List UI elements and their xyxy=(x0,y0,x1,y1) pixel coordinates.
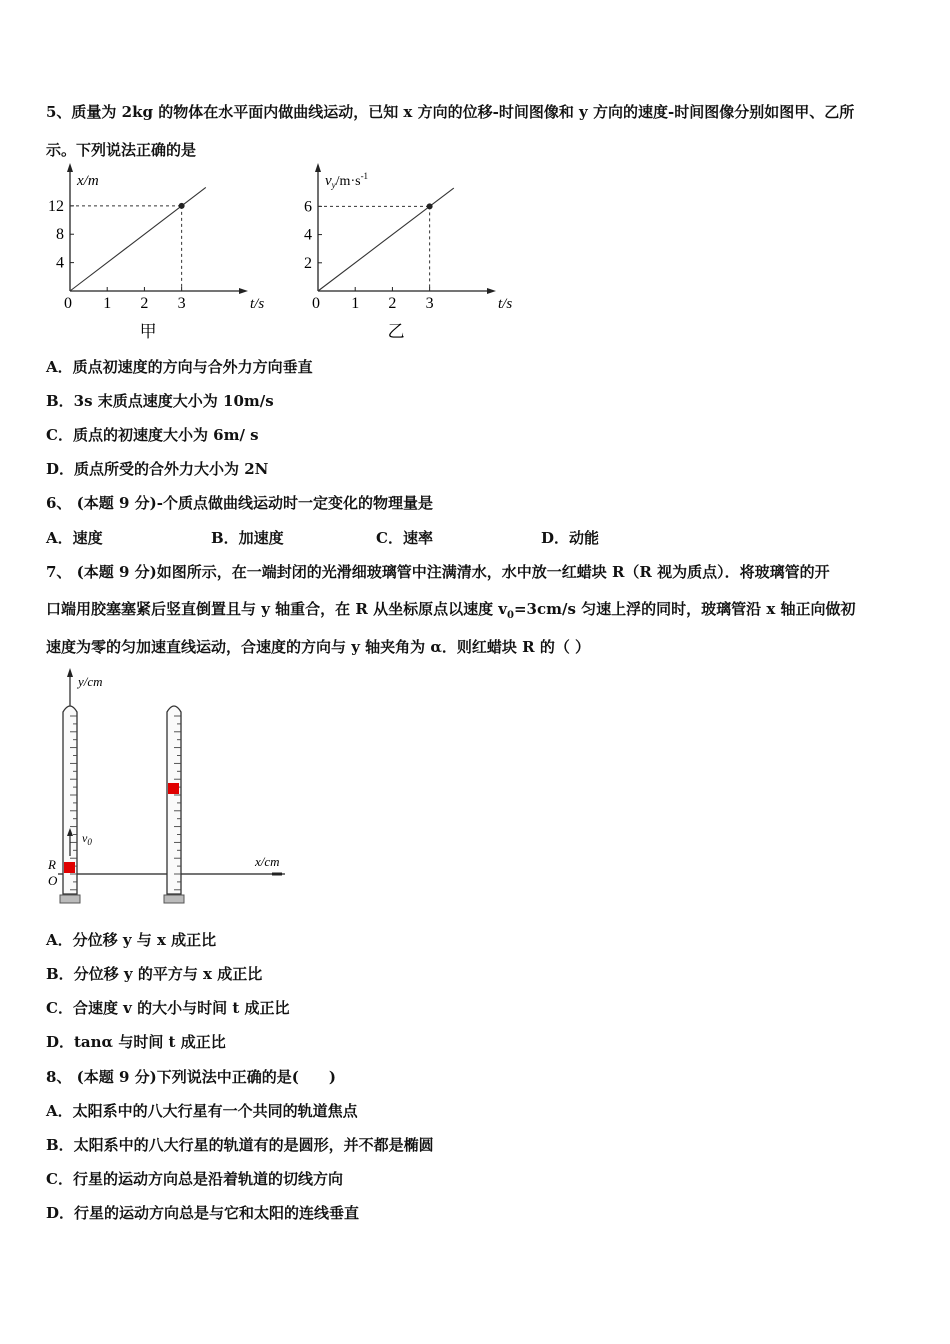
chart-caption: 甲 xyxy=(139,322,157,341)
q7-option-c: C．合速度 v 的大小与时间 t 成正比 xyxy=(46,999,290,1017)
red-block-r xyxy=(64,862,75,873)
x-tick-label: 3 xyxy=(177,295,186,312)
q8-option-d: D．行星的运动方向总是与它和太阳的连线垂直 xyxy=(46,1204,360,1222)
chart-caption: 乙 xyxy=(387,322,405,341)
q5-option-b: B．3s 末质点速度大小为 10m/s xyxy=(46,392,274,410)
q7-stem-line1: 7、 (本题 9 分)如图所示，在一端封闭的光滑细玻璃管中注满清水，水中放一红蜡块 R（R 视为质点）．将玻璃管的开 xyxy=(46,563,830,581)
r-label: R xyxy=(48,857,56,872)
q5-option-d: D．质点所受的合外力大小为 2N xyxy=(46,460,269,478)
q6-option-c: C．速率 xyxy=(376,529,433,547)
q6-option-a: A．速度 xyxy=(46,529,103,547)
y-tick-label: 6 xyxy=(304,198,312,216)
data-point xyxy=(427,203,433,209)
y-axis-arrow-icon xyxy=(315,163,321,172)
stopper xyxy=(60,895,80,903)
v0-label: $v_0$ xyxy=(82,831,92,847)
q7-option-a: A．分位移 y 与 x 成正比 xyxy=(46,931,217,949)
series-line xyxy=(318,188,454,291)
x-tick-label: 1 xyxy=(103,295,112,312)
x-axis-label: t/s xyxy=(498,296,513,312)
y-tick-label: 12 xyxy=(48,197,64,215)
x-tick-label: 3 xyxy=(425,295,434,312)
y-axis-arrow-icon xyxy=(67,668,73,677)
q5-stem-line2: 示。下列说法正确的是 xyxy=(46,141,197,159)
chart-jia xyxy=(40,170,265,345)
y-tick-label: 4 xyxy=(56,254,64,272)
y-axis-label: y/cm xyxy=(78,674,103,689)
y-tick-label: 2 xyxy=(304,254,312,272)
q8-stem: 8、 (本题 9 分)下列说法中正确的是( ) xyxy=(46,1068,336,1086)
x-axis-label: x/cm xyxy=(255,854,280,869)
chart-yi xyxy=(288,170,513,345)
q7-stem-line3: 速度为零的匀加速直线运动，合速度的方向与 y 轴夹角为 α．则红蜡块 R 的（ ） xyxy=(46,638,591,656)
q8-option-a: A．太阳系中的八大行星有一个共同的轨道焦点 xyxy=(46,1102,358,1120)
x-tick-label: 2 xyxy=(140,295,149,312)
q5-option-c: C．质点的初速度大小为 6m/ s xyxy=(46,426,259,444)
y-tick-label: 8 xyxy=(56,226,64,244)
glass-tube-right xyxy=(164,706,184,903)
q8-option-c: C．行星的运动方向总是沿着轨道的切线方向 xyxy=(46,1170,343,1188)
y-axis-arrow-icon xyxy=(67,163,73,172)
q6-stem: 6、 (本题 9 分)-个质点做曲线运动时一定变化的物理量是 xyxy=(46,494,433,512)
q7-figure xyxy=(40,664,300,912)
stopper xyxy=(164,895,184,903)
x-tick-label: 0 xyxy=(64,295,72,312)
glass-tube-left xyxy=(60,706,80,903)
q8-option-b: B．太阳系中的八大行星的轨道有的是圆形，并不都是椭圆 xyxy=(46,1136,434,1154)
q6-option-d: D．动能 xyxy=(541,529,600,547)
origin-label: O xyxy=(48,873,58,888)
x-tick-label: 0 xyxy=(312,295,320,312)
q5-stem-line1: 5、质量为 2kg 的物体在水平面内做曲线运动，已知 x 方向的位移-时间图像和 y 方向的速度-时间图像分别如图甲、乙所 xyxy=(46,103,855,121)
y-axis-label: $v_y/m\cdot s^{-1}$ xyxy=(325,171,369,190)
data-point xyxy=(179,203,185,209)
red-block-moved xyxy=(168,783,179,794)
x-tick-label: 2 xyxy=(388,295,397,312)
x-axis-label: t/s xyxy=(250,296,265,312)
q7-stem-line2: 口端用胶塞塞紧后竖直倒置且与 y 轴重合，在 R 从坐标原点以速度 $v_0=3cm/s$ 匀速上浮的同时，玻璃管沿 x 轴正向做初 xyxy=(46,600,856,621)
q7-option-b: B．分位移 y 的平方与 x 成正比 xyxy=(46,965,263,983)
y-axis-label: x/m xyxy=(77,173,99,189)
x-tick-label: 1 xyxy=(351,295,360,312)
q7-option-d: D．tanα 与时间 t 成正比 xyxy=(46,1033,226,1051)
x-axis-arrow-icon xyxy=(487,288,496,294)
y-tick-label: 4 xyxy=(304,226,312,244)
x-axis-arrow-icon xyxy=(239,288,248,294)
q5-option-a: A．质点初速度的方向与合外力方向垂直 xyxy=(46,358,313,376)
series-line xyxy=(70,187,206,291)
q6-option-b: B．加速度 xyxy=(211,529,284,547)
